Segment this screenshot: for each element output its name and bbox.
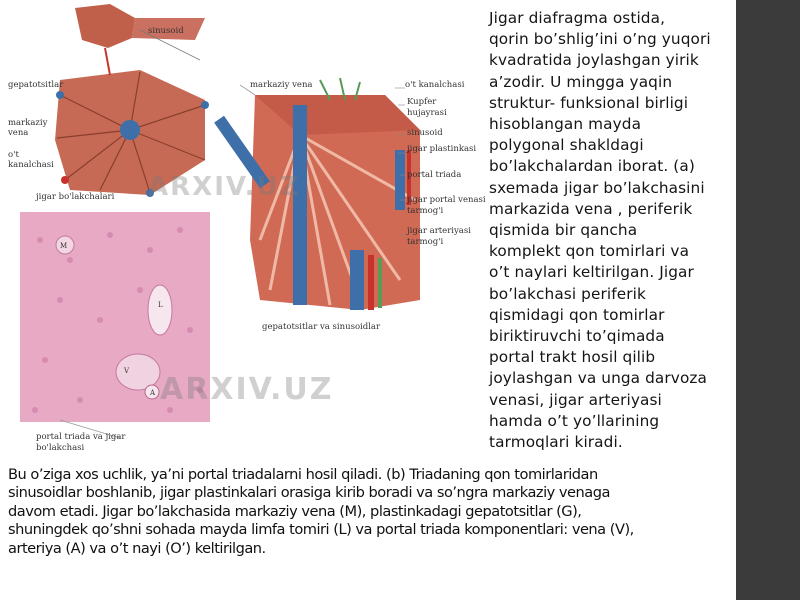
- label-sinusoid: sinusoid: [148, 26, 184, 36]
- right-text-line: bo’lakchasi periferik: [489, 284, 646, 303]
- right-text-line: sxemada jigar bo’lakchasini: [489, 178, 705, 197]
- label-jigar-portal-venasi-2: tarmog'i: [407, 206, 444, 216]
- right-text-line: a’zodir. U mingga yaqin: [489, 72, 673, 91]
- right-text-line: bo’lakchalardan iborat. (a): [489, 157, 695, 176]
- label-gepatotsitlar: gepatotsitlar: [8, 80, 64, 90]
- label-gepatotsitlar-va-sinusoidlar: gepatotsitlar va sinusoidlar: [262, 322, 381, 332]
- right-side-bar: [736, 0, 800, 600]
- right-text-line: Jigar diafragma ostida,: [489, 9, 666, 27]
- right-text-line: portal trakt hosil qilib: [489, 348, 656, 367]
- bottom-text-line: arteriya (A) va o’t nayi (O’) keltirilgan.: [8, 539, 266, 557]
- label-ot-kanalchasi-left: o't: [8, 150, 19, 160]
- right-text-line: qismida bir qancha: [489, 221, 638, 240]
- right-text-line: qorin bo’shlig’ini o’ng yuqori: [489, 30, 711, 49]
- histo-label-a: A: [150, 389, 156, 397]
- label-markaziy-vena-left: markaziy: [8, 118, 48, 128]
- label-jigar-arteriyasi: jigar arteriyasi: [407, 226, 471, 236]
- label-markaziy-vena-left-2: vena: [8, 128, 29, 138]
- right-text-line: kvadratida joylashgan yirik: [489, 51, 699, 70]
- right-text-line: o’t naylari keltirilgan. Jigar: [489, 263, 694, 282]
- right-text-line: joylashgan va unga darvoza: [489, 369, 708, 388]
- label-jigar-bolakchalari: jigar bo'lakchalari: [36, 192, 115, 202]
- bottom-text-line: Bu o’ziga xos uchlik, ya’ni portal triadalarni hosil qiladi. (b) Triadaning qon tomirlaridan: [8, 466, 598, 483]
- right-text-line: venasi, jigar arteriyasi: [489, 390, 662, 409]
- right-text-line: markazida vena , periferik: [489, 199, 693, 218]
- liver-organ-drawing: [75, 4, 135, 48]
- label-portal-triada-bottom: portal triada va jigar: [36, 432, 126, 442]
- right-text-line: polygonal shakldagi: [489, 136, 644, 155]
- right-text-block: [489, 8, 729, 453]
- histo-label-l: L: [158, 301, 163, 309]
- central-vein-3d-drawing: [293, 105, 307, 305]
- histo-label-m: M: [60, 242, 68, 250]
- liver-lobule-figure: [0, 0, 486, 460]
- right-text-line: komplekt qon tomirlari va: [489, 242, 690, 261]
- watermark-2: ARXIV.UZ: [160, 372, 334, 407]
- histo-label-v: V: [124, 367, 130, 375]
- bottom-text-line: davom etadi. Jigar bo’lakchasida markaziy vena (M), plastinkadagi gepatotsitlar (G),: [8, 502, 582, 520]
- label-portal-triada: portal triada: [407, 170, 462, 180]
- bottom-text-block: [8, 466, 733, 558]
- bottom-text-line: sinusoidlar boshlanib, jigar plastinkalari orasiga kirib boradi va so’ngra markaziy venaga: [8, 484, 610, 502]
- right-text-line: hamda o’t yo’llarining: [489, 411, 660, 430]
- label-ot-kanalchasi-right: o't kanalchasi: [405, 80, 465, 90]
- right-text-line: hisoblangan mayda: [489, 115, 642, 134]
- label-sinusoid-right: sinusoid: [407, 128, 443, 138]
- label-markaziy-vena-top: markaziy vena: [250, 80, 313, 90]
- label-portal-triada-bottom-2: bo'lakchasi: [36, 443, 85, 453]
- label-jigar-portal-venasi: jigar portal venasi: [407, 195, 486, 205]
- right-text-line: biriktiruvchi to’qimada: [489, 327, 665, 346]
- bottom-text-line: shuningdek qo’shni sohada mayda limfa tomiri (L) va portal triada komponentlari: vena (V),: [8, 521, 634, 539]
- right-text-line: tarmoqlari kiradi.: [489, 433, 623, 452]
- label-kupfer-2: hujayrasi: [407, 108, 447, 118]
- right-text-line: struktur- funksional birligi: [489, 93, 689, 112]
- label-jigar-arteriyasi-2: tarmog'i: [407, 237, 444, 247]
- central-vein-drawing: [120, 120, 140, 140]
- label-jigar-plastinkasi: jigar plastinkasi: [407, 144, 477, 154]
- label-ot-kanalchasi-left-2: kanalchasi: [8, 160, 54, 170]
- watermark: ARXIV.UZ: [148, 172, 301, 202]
- right-text-line: qismidagi qon tomirlar: [489, 305, 665, 324]
- label-kupfer: Kupfer: [407, 97, 437, 107]
